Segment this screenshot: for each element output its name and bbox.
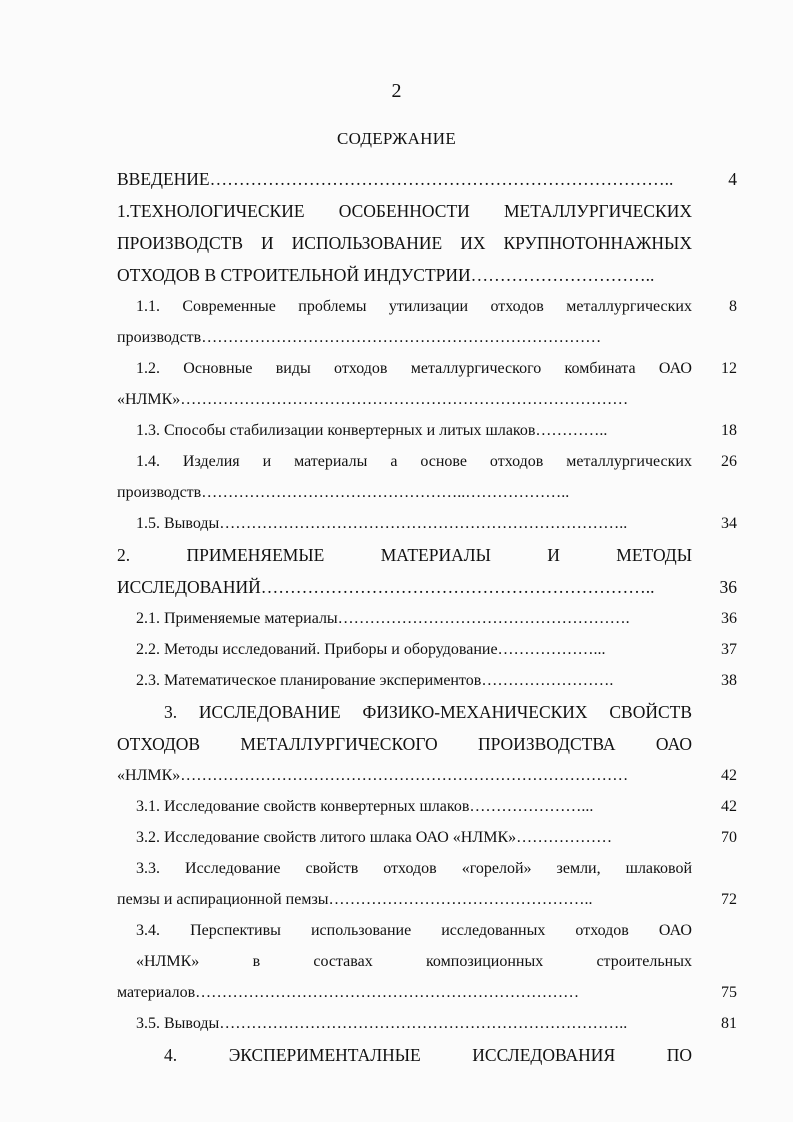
toc-entry-text: пемзы и аспирационной пемзы………………………………………….. <box>117 891 593 908</box>
word: МЕТАЛЛУРГИЧЕСКИХ <box>503 201 692 221</box>
toc-entry-page: 36 <box>721 610 737 627</box>
toc-entry-3-4-line3 <box>117 977 737 1008</box>
word: металлургических <box>566 298 692 315</box>
toc-entry-text: ОТХОДОВ В СТРОИТЕЛЬНОЙ ИНДУСТРИИ………………………….. <box>117 265 655 285</box>
word: ОАО <box>658 922 692 939</box>
toc-entry-text: «НЛМК»………………………………………………………………………… <box>117 391 629 408</box>
word: шлаковой <box>625 860 692 877</box>
toc-entry-page: 36 <box>719 577 737 597</box>
toc-entry-page: 8 <box>729 298 737 315</box>
word: комбината <box>564 360 636 377</box>
word: 3.3. <box>136 860 160 877</box>
toc-entry-text <box>117 915 692 946</box>
toc-entry-text: ИССЛЕДОВАНИЙ………………………………………………………….. <box>117 577 655 597</box>
toc-entry-page: 81 <box>721 1015 737 1032</box>
word: КРУПНОТОННАЖНЫХ <box>503 233 692 253</box>
toc-entry-text: производств………………………………………………………………… <box>117 329 602 346</box>
toc-entry-page: 34 <box>721 515 737 532</box>
word: 2. <box>117 545 131 565</box>
toc-entry-3-4-line2 <box>117 946 737 977</box>
page-number: 2 <box>391 80 402 102</box>
toc-entry-ch3-line2 <box>117 728 737 760</box>
toc-entry-page: 12 <box>721 360 737 377</box>
word: И <box>547 545 560 565</box>
toc-entry-page: 72 <box>721 891 737 908</box>
word: земли, <box>556 860 601 877</box>
word: ПО <box>666 1045 692 1065</box>
word: СВОЙСТВ <box>609 702 692 722</box>
toc-entry-page: 18 <box>721 422 737 439</box>
toc-entry-3-3-line2 <box>117 884 737 915</box>
toc-entry-text: 3.2. Исследование свойств литого шлака ОАО «НЛМК»……………… <box>136 829 613 846</box>
word: МАТЕРИАЛЫ <box>380 545 491 565</box>
toc-entry-text: производств…………………………………………..……………….. <box>117 484 570 501</box>
toc-entry-text <box>117 227 692 259</box>
word: свойств <box>305 860 359 877</box>
toc-entry-1-2-line2 <box>117 384 737 415</box>
word: И <box>261 233 274 253</box>
word: 1.1. <box>136 298 160 315</box>
toc-entry-text: 3.1. Исследование свойств конвертерных шлаков…………………... <box>136 798 594 815</box>
word: отходов <box>489 453 544 470</box>
toc-entry-2-2 <box>117 634 737 665</box>
toc-entry-text <box>117 195 692 227</box>
word: ИССЛЕДОВАНИЕ <box>198 702 341 722</box>
word: ОАО <box>658 360 692 377</box>
toc-entry-text <box>117 353 692 384</box>
word: композиционных <box>425 953 544 970</box>
toc-entry-2-1 <box>117 603 737 634</box>
word: ОАО <box>655 734 692 754</box>
word: исследованных <box>441 922 546 939</box>
word: МЕТАЛЛУРГИЧЕСКОГО <box>240 734 438 754</box>
word: Изделия <box>182 453 240 470</box>
word: и <box>262 453 272 470</box>
toc-entry-page: 42 <box>721 767 737 784</box>
toc-entry-ch2-line1 <box>117 539 737 571</box>
word: 1.ТЕХНОЛОГИЧЕСКИЕ <box>117 201 305 221</box>
word: Исследование <box>185 860 281 877</box>
toc-entry-page: 26 <box>721 453 737 470</box>
word: 4. <box>164 1045 178 1065</box>
toc-entry-text <box>117 853 692 884</box>
word: «НЛМК» <box>136 953 200 970</box>
word: Перспективы <box>190 922 281 939</box>
word: проблемы <box>298 298 367 315</box>
toc-entry-1-4-line2 <box>117 477 737 508</box>
word: ПРОИЗВОДСТВА <box>477 734 616 754</box>
word: ПРИМЕНЯЕМЫЕ <box>186 545 325 565</box>
toc-entry-2-3 <box>117 665 737 696</box>
toc-entry-intro <box>117 163 737 195</box>
toc-entry-text: 2.2. Методы исследований. Приборы и оборудование………………... <box>136 641 606 658</box>
toc-entry-text: материалов……………………………………………………………… <box>117 984 580 1001</box>
toc-entry-ch1-line2 <box>117 227 737 259</box>
toc-entry-1-1-line1 <box>117 291 737 322</box>
toc-entry-3-2 <box>117 822 737 853</box>
toc-entry-page: 38 <box>721 672 737 689</box>
word: металлургического <box>410 360 542 377</box>
toc-entry-1-1-line2 <box>117 322 737 353</box>
word: ОТХОДОВ <box>117 734 201 754</box>
toc-entry-text <box>117 291 692 322</box>
toc-entry-page: 75 <box>721 984 737 1001</box>
word: отходов <box>334 360 388 377</box>
word: ОСОБЕННОСТИ <box>338 201 470 221</box>
toc-entry-text <box>117 446 692 477</box>
word: 3.4. <box>136 922 160 939</box>
toc-entry-1-2-line1 <box>117 353 737 384</box>
toc-entry-page: 70 <box>721 829 737 846</box>
toc-entry-1-5 <box>117 508 737 539</box>
toc-entry-ch2-line2 <box>117 571 737 603</box>
toc-title: СОДЕРЖАНИЕ <box>336 129 457 148</box>
toc-entry-ch3-line1 <box>117 696 737 728</box>
word: 1.4. <box>136 453 160 470</box>
word: а <box>390 453 398 470</box>
toc-entry-text <box>117 696 692 728</box>
word: металлургических <box>566 453 692 470</box>
toc-entry-text <box>117 728 692 760</box>
toc-entry-text: 1.5. Выводы………………………………………………………………….. <box>136 515 628 532</box>
word: ПРОИЗВОДСТВ <box>117 233 244 253</box>
word: отходов <box>383 860 437 877</box>
toc-entry-1-4-line1 <box>117 446 737 477</box>
word: ИСПОЛЬЗОВАНИЕ <box>291 233 443 253</box>
word: «горелой» <box>461 860 532 877</box>
toc-entry-3-1 <box>117 791 737 822</box>
toc-entry-text <box>117 539 692 571</box>
toc-entry-ch3-line3 <box>117 760 737 791</box>
toc-entry-page: 4 <box>728 169 737 189</box>
word: ИССЛЕДОВАНИЯ <box>472 1045 616 1065</box>
toc-entry-text: 2.3. Математическое планирование экспериментов……………………. <box>136 672 614 689</box>
word: ИХ <box>460 233 486 253</box>
toc-entry-page: 37 <box>721 641 737 658</box>
word: в <box>252 953 261 970</box>
word: Современные <box>182 298 276 315</box>
toc-entry-3-4-line1 <box>117 915 737 946</box>
toc-entry-text <box>117 946 692 977</box>
word: использование <box>310 922 412 939</box>
toc-entry-1-3 <box>117 415 737 446</box>
toc-entry-page: 42 <box>721 798 737 815</box>
table-of-contents <box>117 163 737 1071</box>
word: основе <box>420 453 467 470</box>
toc-entry-text: 3.5. Выводы………………………………………………………………….. <box>136 1015 628 1032</box>
word: составах <box>313 953 373 970</box>
word: 1.2. <box>136 360 160 377</box>
word: материалы <box>294 453 368 470</box>
toc-entry-ch1-line3 <box>117 259 737 291</box>
toc-entry-text: ВВЕДЕНИЕ…………………………………………………………………….. <box>117 169 674 189</box>
word: отходов <box>490 298 544 315</box>
word: отходов <box>575 922 629 939</box>
word: утилизации <box>388 298 469 315</box>
word: ЭКСПЕРИМЕНТАЛНЫЕ <box>228 1045 421 1065</box>
word: строительных <box>596 953 692 970</box>
word: 3. <box>164 702 178 722</box>
toc-entry-text <box>117 1039 692 1071</box>
toc-entry-3-5 <box>117 1008 737 1039</box>
word: МЕТОДЫ <box>616 545 692 565</box>
toc-entry-ch4-line1 <box>117 1039 737 1071</box>
toc-entry-3-3-line1 <box>117 853 737 884</box>
toc-entry-text: «НЛМК»………………………………………………………………………… <box>117 767 629 784</box>
word: виды <box>275 360 311 377</box>
toc-entry-ch1-line1 <box>117 195 737 227</box>
toc-entry-text: 2.1. Применяемые материалы………………………………………………. <box>136 610 630 627</box>
word: ФИЗИКО-МЕХАНИЧЕСКИХ <box>362 702 588 722</box>
word: Основные <box>183 360 253 377</box>
toc-entry-text: 1.3. Способы стабилизации конвертерных и литых шлаков………….. <box>136 422 608 439</box>
